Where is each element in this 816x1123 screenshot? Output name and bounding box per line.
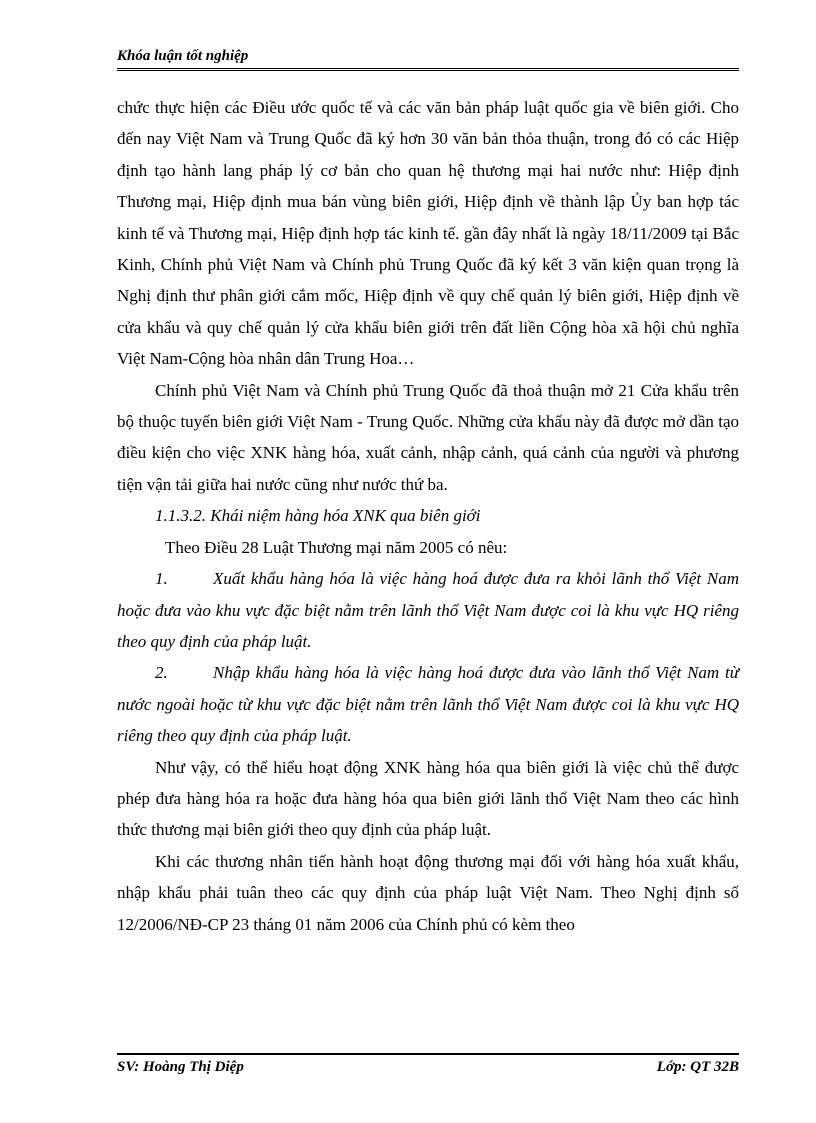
list-item-text: Xuất khẩu hàng hóa là việc hàng hoá được đưa ra khỏi lãnh thổ Việt Nam hoặc đưa vào khu vực đặc biệt nằm trên lãnh thổ Việt Nam được coi là khu vực HQ riêng theo quy định của pháp luật. [117,569,739,651]
section-heading: 1.1.3.2. Khái niệm hàng hóa XNK qua biên giới [155,506,481,526]
list-item-number: 2. [155,663,168,683]
paragraph-definition: Như vậy, có thể hiểu hoạt động XNK hàng hóa qua biên giới là việc chủ thể được phép đưa hàng hóa ra hoặc đưa hàng hóa qua biên giới lãnh thổ Việt Nam theo các hình thức thương mại biên giới theo quy định của pháp luật. [117,757,739,840]
page-header [117,48,739,71]
paragraph-law-intro: Theo Điều 28 Luật Thương mại năm 2005 có nêu: [165,537,508,557]
list-item-export [117,563,739,657]
list-item-text: Nhập khẩu hàng hóa là việc hàng hoá được đưa vào lãnh thổ Việt Nam từ nước ngoài hoặc từ khu vực đặc biệt nằm trên lãnh thổ Việt Nam được coi là khu vực HQ riêng theo quy định của pháp luật. [117,663,739,746]
list-item-number: 1. [155,569,168,589]
document-body [117,92,739,940]
footer-student: SV: Hoàng Thị Diệp [117,1059,244,1075]
paragraph-regulation: Khi các thương nhân tiến hành hoạt động thương mại đối với hàng hóa xuất khẩu, nhập khẩu phải tuân theo các quy định của pháp luật Việt Nam. Theo Nghị định số 12/2006/NĐ-CP 23 tháng 01 năm 2006 của Chính phủ có kèm theo [117,851,739,934]
paragraph-continuation: chức thực hiện các Điều ước quốc tế và các văn bản pháp luật quốc gia về biên giới. Cho đến nay Việt Nam và Trung Quốc đã ký hơn 30 văn bản thỏa thuận, trong đó có các Hiệp định tạo hành lang pháp lý cơ bản cho quan hệ thương mại hai nước như: Hiệp định Thương mại, Hiệp định mua bán vùng biên giới, Hiệp định về thành lập Ủy ban hợp tác kinh tế và Thương mại, Hiệp định hợp tác kinh tế. gần đây nhất là ngày 18/11/2009 tại Bắc Kinh, Chính phủ Việt Nam và Chính phủ Trung Quốc đã ký kết 3 văn kiện quan trọng là Nghị định thư phân giới cắm mốc, Hiệp định về quy chế quản lý biên giới, Hiệp định về cửa khẩu và quy chế quản lý cửa khẩu biên giới trên đất liền Cộng hòa xã hội chủ nghĩa Việt Nam-Cộng hòa nhân dân Trung Hoa… [117,98,739,369]
page-footer [117,1053,739,1076]
paragraph-border-gates: Chính phủ Việt Nam và Chính phủ Trung Quốc đã thoả thuận mở 21 Cửa khẩu trên bộ thuộc tuyến biên giới Việt Nam - Trung Quốc. Những cửa khẩu này đã được mở dần tạo điều kiện cho việc XNK hàng hóa, xuất cảnh, nhập cảnh, quá cảnh của người và phương tiện vận tải giữa hai nước cũng như nước thứ ba. [117,380,739,494]
footer-class: Lớp: QT 32B [656,1059,739,1075]
header-title: Khóa luận tốt nghiệp [117,48,249,64]
list-item-import [117,657,739,751]
